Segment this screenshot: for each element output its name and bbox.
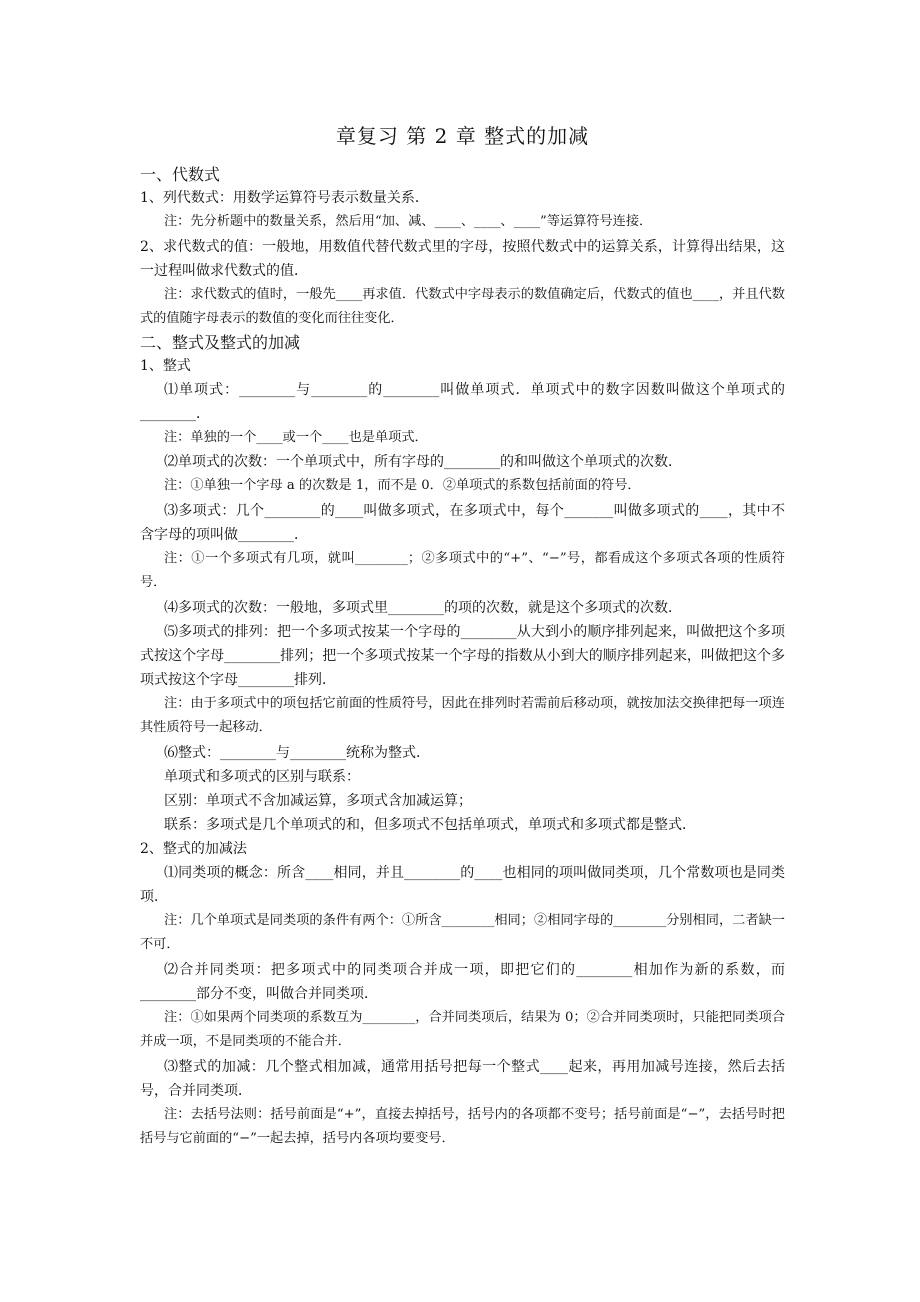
- note-paragraph: 注：①单独一个字母 a 的次数是 1，而不是 0．②单项式的系数包括前面的符号．: [164, 478, 641, 493]
- text-paragraph: ⑴单项式：________与________的________叫做单项式．单项式中的数字因数叫做这个单项式的________．: [140, 381, 785, 422]
- text-paragraph: ⑴同类项的概念：所含____相同，并且________的____也相同的项叫做同类项，几个常数项也是同类项．: [140, 864, 785, 905]
- text-paragraph: ⑶整式的加减：几个整式相加减，通常用括号把每一个整式____起来，再用加减号连接，然后去括号，合并同类项．: [140, 1058, 785, 1099]
- text-paragraph: ⑹整式：________与________统称为整式．: [164, 744, 430, 761]
- document-title: 章复习 第 2 章 整式的加减: [335, 124, 590, 148]
- text-paragraph: 单项式和多项式的区别与联系：: [164, 768, 360, 785]
- section-heading: 二、整式及整式的加减: [140, 332, 301, 352]
- note-paragraph: 注：单独的一个____或一个____也是单项式．: [164, 429, 428, 445]
- note-paragraph: 注：先分析题中的数量关系，然后用“加、减、____、____、____”等运算符号连接．: [164, 214, 653, 229]
- text-paragraph: ⑷多项式的次数：一般地，多项式里________的项的次数，就是这个多项式的次数．: [164, 599, 682, 616]
- text-paragraph: ⑸多项式的排列：把一个多项式按某一个字母的________从大到小的顺序排列起来，叫做把这个多项式按这个字母________排列；把一个多项式按某一个字母的指数从小到大的顺序排列起来，叫做把这个多项式按这个字母________排列．: [140, 623, 785, 688]
- text-paragraph: ⑶多项式：几个________的____叫做多项式，在多项式中，每个_______叫做多项式的____，其中不含字母的项叫做________．: [140, 502, 785, 543]
- note-paragraph: 注：由于多项式中的项包括它前面的性质符号，因此在排列时若需前后移动项，就按加法交换律把每一项连其性质符号一起移动．: [140, 695, 785, 735]
- text-paragraph: ⑵合并同类项：把多项式中的同类项合并成一项，即把它们的________相加作为新的系数，而________部分不变，叫做合并同类项．: [140, 961, 785, 1002]
- text-paragraph: 联系：多项式是几个单项式的和，但多项式不包括单项式，单项式和多项式都是整式．: [164, 816, 696, 833]
- note-paragraph: 注：求代数式的值时，一般先____再求值．代数式中字母表示的数值确定后，代数式的值也____，并且代数式的值随字母表示的数值的变化而往往变化．: [140, 286, 785, 326]
- section-heading: 一、代数式: [140, 165, 221, 184]
- document-page: [140, 122, 785, 1152]
- document-body: [140, 164, 785, 1152]
- text-paragraph: 区别：单项式不含加减运算，多项式含加减运算；: [164, 792, 472, 809]
- text-paragraph: ⑵单项式的次数：一个单项式中，所有字母的________的和叫做这个单项式的次数．: [164, 454, 682, 470]
- note-paragraph: 注：①如果两个同类项的系数互为________，合并同类项后，结果为 0；②合并同类项时，只能把同类项合并成一项，不是同类项的不能合并．: [140, 1009, 785, 1049]
- text-paragraph: 2、求代数式的值：一般地，用数值代替代数式里的字母，按照代数式中的运算关系，计算得出结果，这一过程叫做求代数式的值．: [140, 238, 785, 279]
- note-paragraph: 注：去括号法则：括号前面是“+”，直接去掉括号，括号内的各项都不变号；括号前面是“−”，去括号时把括号与它前面的“−”一起去掉，括号内各项均要变号．: [140, 1106, 785, 1146]
- text-paragraph: 2、整式的加减法: [140, 840, 247, 857]
- note-paragraph: 注：几个单项式是同类项的条件有两个：①所含________相同；②相同字母的________分别相同，二者缺一不可．: [140, 912, 785, 952]
- note-paragraph: 注：①一个多项式有几项，就叫________；②多项式中的“+”、“−”号，都看成这个多项式各项的性质符号．: [140, 550, 785, 590]
- text-paragraph: 1、整式: [140, 357, 191, 374]
- text-paragraph: 1、列代数式：用数学运算符号表示数量关系．: [140, 190, 429, 206]
